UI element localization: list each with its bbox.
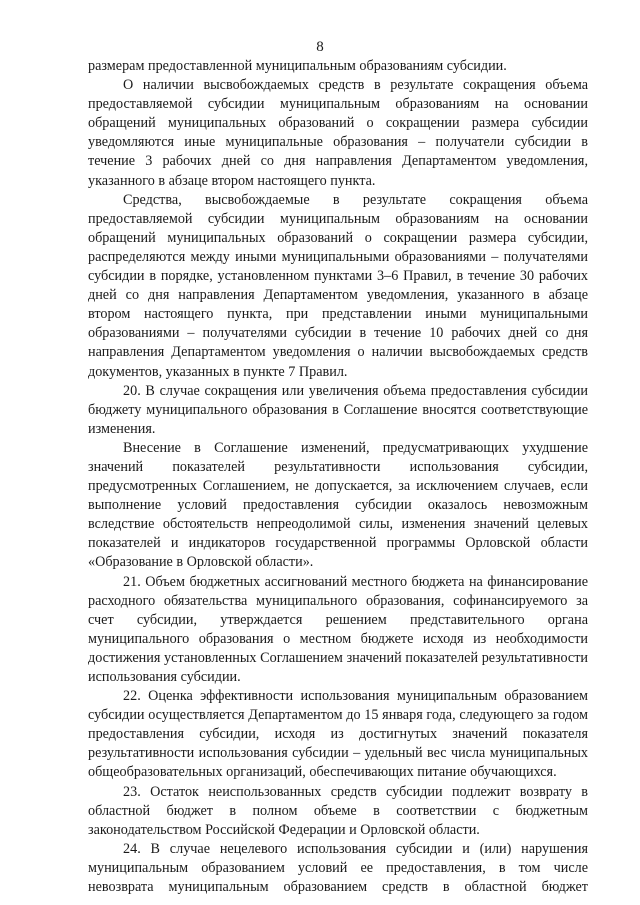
paragraph-notification: О наличии высвобождаемых средств в результате сокращения объема предоставляемой субсидии муниципальным образованиям на основании обращений муниципальных образований о сокращении размера субсидии уведомляются иные муниципальные образования – получатели субсидии в течение 3 рабочих дней со дня направления Департаментом уведомления, указанного в абзаце втором настоящего пункта. bbox=[88, 77, 588, 189]
paragraph-clause-20: 20. В случае сокращения или увеличения объема предоставления субсидии бюджету муниципального образования в Соглашение вносятся соответствующие изменения. bbox=[88, 382, 588, 437]
paragraph-continuation: размерам предоставленной муниципальным образованиям субсидии. bbox=[88, 58, 507, 74]
paragraph-clause-22: 22. Оценка эффективности использования муниципальным образованием субсидии осуществляется Департаментом до 15 января года, следующего за годом предоставления субсидии, исходя из достигнутых значений показателя результативности использования субсидии – удельный вес числа муниципальных общеобразовательных организаций, обеспечивающих питание обучающихся. bbox=[88, 688, 588, 781]
page-number: 8 bbox=[316, 39, 324, 55]
paragraph-clause-24: 24. В случае нецелевого использования субсидии и (или) нарушения муниципальным образованием условий ее предоставления, в том числе невозврата муниципальным образованием средств в областной бюджет bbox=[88, 840, 588, 896]
paragraph-clause-21: 21. Объем бюджетных ассигнований местного бюджета на финансирование расходного обязательства муниципального образования, софинансируемого за счет субсидии, утверждается решением представительного органа муниципального образования о местном бюджете исходя из необходимости достижения установленных Соглашением значений показателей результативности использования субсидии. bbox=[88, 573, 588, 685]
document-body bbox=[88, 57, 588, 897]
paragraph-agreement-changes: Внесение в Соглашение изменений, предусматривающих ухудшение значений показателей результативности использования субсидии, предусмотренных Соглашением, не допускается, за исключением случаев, если выполнение условий предоставления субсидии оказалось невозможным вследствие обстоятельств непреодолимой силы, изменения значений целевых показателей и индикаторов государственной программы Орловской области «Образование в Орловской области». bbox=[88, 439, 588, 571]
paragraph-clause-23: 23. Остаток неиспользованных средств субсидии подлежит возврату в областной бюджет в полном объеме в соответствии с бюджетным законодательством Российской Федерации и Орловской области. bbox=[88, 783, 588, 838]
paragraph-redistribution: Средства, высвобождаемые в результате сокращения объема предоставляемой субсидии муниципальным образованиям на основании обращений муниципальных образований о сокращении размера субсидии, распределяются между иными муниципальными образованиями – получателями субсидии в порядке, установленном пунктами 3–6 Правил, в течение 30 рабочих дней со дня направления Департаментом уведомления, указанного в абзаце втором настоящего пункта, при представлении иными муниципальными образованиями – получателями субсидии в течение 10 рабочих дней со дня направления Департаментом уведомления о наличии высвобождаемых средств документов, указанных в пункте 7 Правил. bbox=[88, 191, 588, 380]
